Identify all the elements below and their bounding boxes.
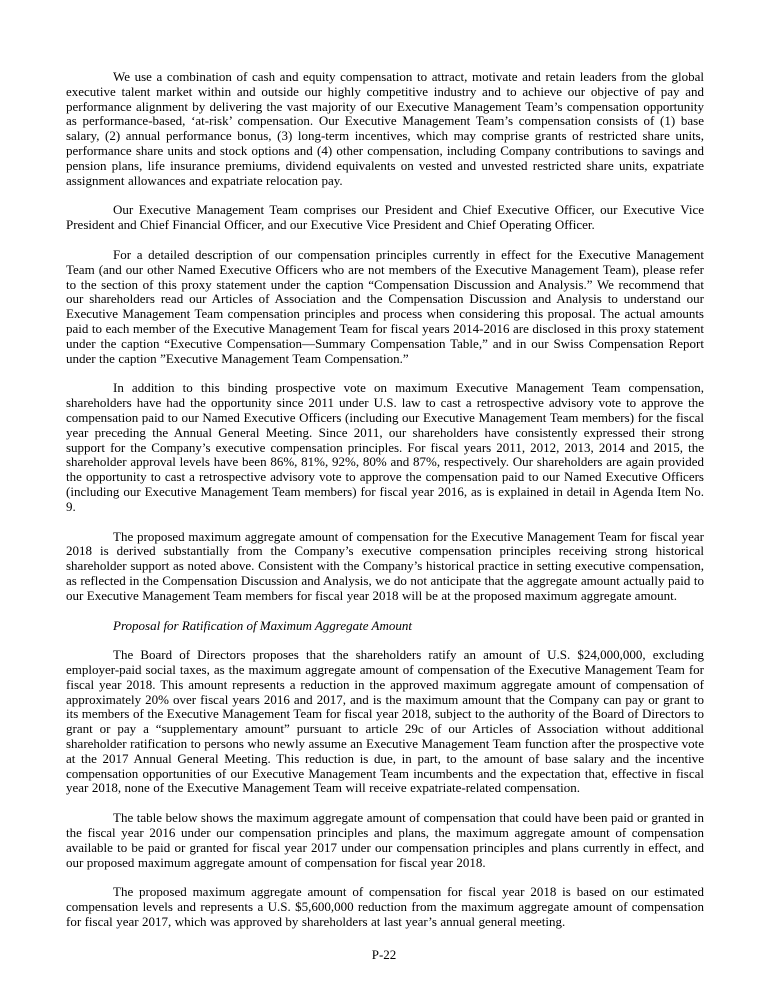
paragraph-table-intro: The table below shows the maximum aggregate amount of compensation that could have been paid or granted in the fiscal year 2016 under our compensation principles and plans, the maximum aggregate amount of compensation available to be paid or granted for fiscal year 2017 under our compensation principles and plans currently in effect, and our proposed maximum aggregate amount of compensation for fiscal year 2018. xyxy=(66,810,704,870)
paragraph-proposed-maximum: The proposed maximum aggregate amount of compensation for the Executive Management Team for fiscal year 2018 is derived substantially from the Company’s executive compensation principles receiving strong historical shareholder support as noted above. Consistent with the Company’s historical practice in setting executive compensation, as reflected in the Compensation Discussion and Analysis, we do not anticipate that the aggregate amount actually paid to our Executive Management Team members for fiscal year 2018 will be at the proposed maximum aggregate amount. xyxy=(66,528,704,603)
paragraph-compensation-mix: We use a combination of cash and equity compensation to attract, motivate and retain leaders from the global executive talent market within and outside our highly competitive industry and to achieve our objective of pay and performance alignment by delivering the vast majority of our Executive Management Team’s compensation opportunity as performance-based, ‘at-risk’ compensation. Our Executive Management Team’s compensation consists of (1) base salary, (2) annual performance bonus, (3) long-term incentives, which may comprise grants of restricted share units, performance share units and stock options and (4) other compensation, including Company contributions to savings and pension plans, life insurance premiums, dividend equivalents on vested and unvested restricted share units, expatriate assignment allowances and expatriate relocation pay. xyxy=(66,69,704,188)
section-heading-proposal: Proposal for Ratification of Maximum Aggregate Amount xyxy=(113,617,412,633)
paragraph-team-composition: Our Executive Management Team comprises our President and Chief Executive Officer, our Executive Vice President and Chief Financial Officer, and our Executive Vice President and Chief Operating Officer. xyxy=(66,202,704,233)
paragraph-advisory-vote: In addition to this binding prospective vote on maximum Executive Management Team compensation, shareholders have had the opportunity since 2011 under U.S. law to cast a retrospective advisory vote to approve the compensation paid to our Named Executive Officers (including our Executive Management Team members) for the fiscal year preceding the Annual General Meeting. Since 2011, our shareholders have consistently expressed their strong support for the Company’s executive compensation principles. For fiscal years 2011, 2012, 2013, 2014 and 2015, the shareholder approval levels have been 86%, 81%, 92%, 80% and 87%, respectively. Our shareholders are again provided the opportunity to cast a retrospective advisory vote to approve the compensation paid to our Named Executive Officers (including our Executive Management Team members) for fiscal year 2016, as is explained in detail in Agenda Item No. 9. xyxy=(66,380,704,514)
document-body xyxy=(66,70,704,945)
page-number: P-22 xyxy=(371,947,397,962)
paragraph-reduction-summary: The proposed maximum aggregate amount of compensation for fiscal year 2018 is based on our estimated compensation levels and represents a U.S. $5,600,000 reduction from the maximum aggregate amount of compensation for fiscal year 2017, which was approved by shareholders at last year’s annual general meeting. xyxy=(66,884,704,930)
paragraph-detailed-description: For a detailed description of our compensation principles currently in effect for the Executive Management Team (and our other Named Executive Officers who are not members of the Executive Management Team), please refer to the section of this proxy statement under the caption “Compensation Discussion and Analysis.” We recommend that our shareholders read our Articles of Association and the Compensation Discussion and Analysis to understand our Executive Management Team compensation principles and process when considering this proposal. The actual amounts paid to each member of the Executive Management Team for fiscal years 2014-2016 are disclosed in this proxy statement under the caption “Executive Compensation—Summary Compensation Table,” and in our Swiss Compensation Report under the caption ”Executive Management Team Compensation.” xyxy=(66,246,704,366)
paragraph-board-proposal: The Board of Directors proposes that the shareholders ratify an amount of U.S. $24,000,000, excluding employer-paid social taxes, as the maximum aggregate amount of compensation of the Executive Management Team for fiscal year 2018. This amount represents a reduction in the approved maximum aggregate amount of compensation of approximately 20% over fiscal years 2016 and 2017, and is the maximum amount that the Company can pay or grant to its members of the Executive Management Team for fiscal year 2018, subject to the authority of the Board of Directors to grant or pay a “supplementary amount” pursuant to article 29c of our Articles of Association without additional shareholder ratification to persons who newly assume an Executive Management Team function after the prospective vote at the 2017 Annual General Meeting. This reduction is due, in part, to the amount of base salary and the incentive compensation opportunities of our Executive Management Team incumbents and the expectation that, effective in fiscal year 2018, none of the Executive Management Team will receive expatriate-related compensation. xyxy=(66,647,704,796)
